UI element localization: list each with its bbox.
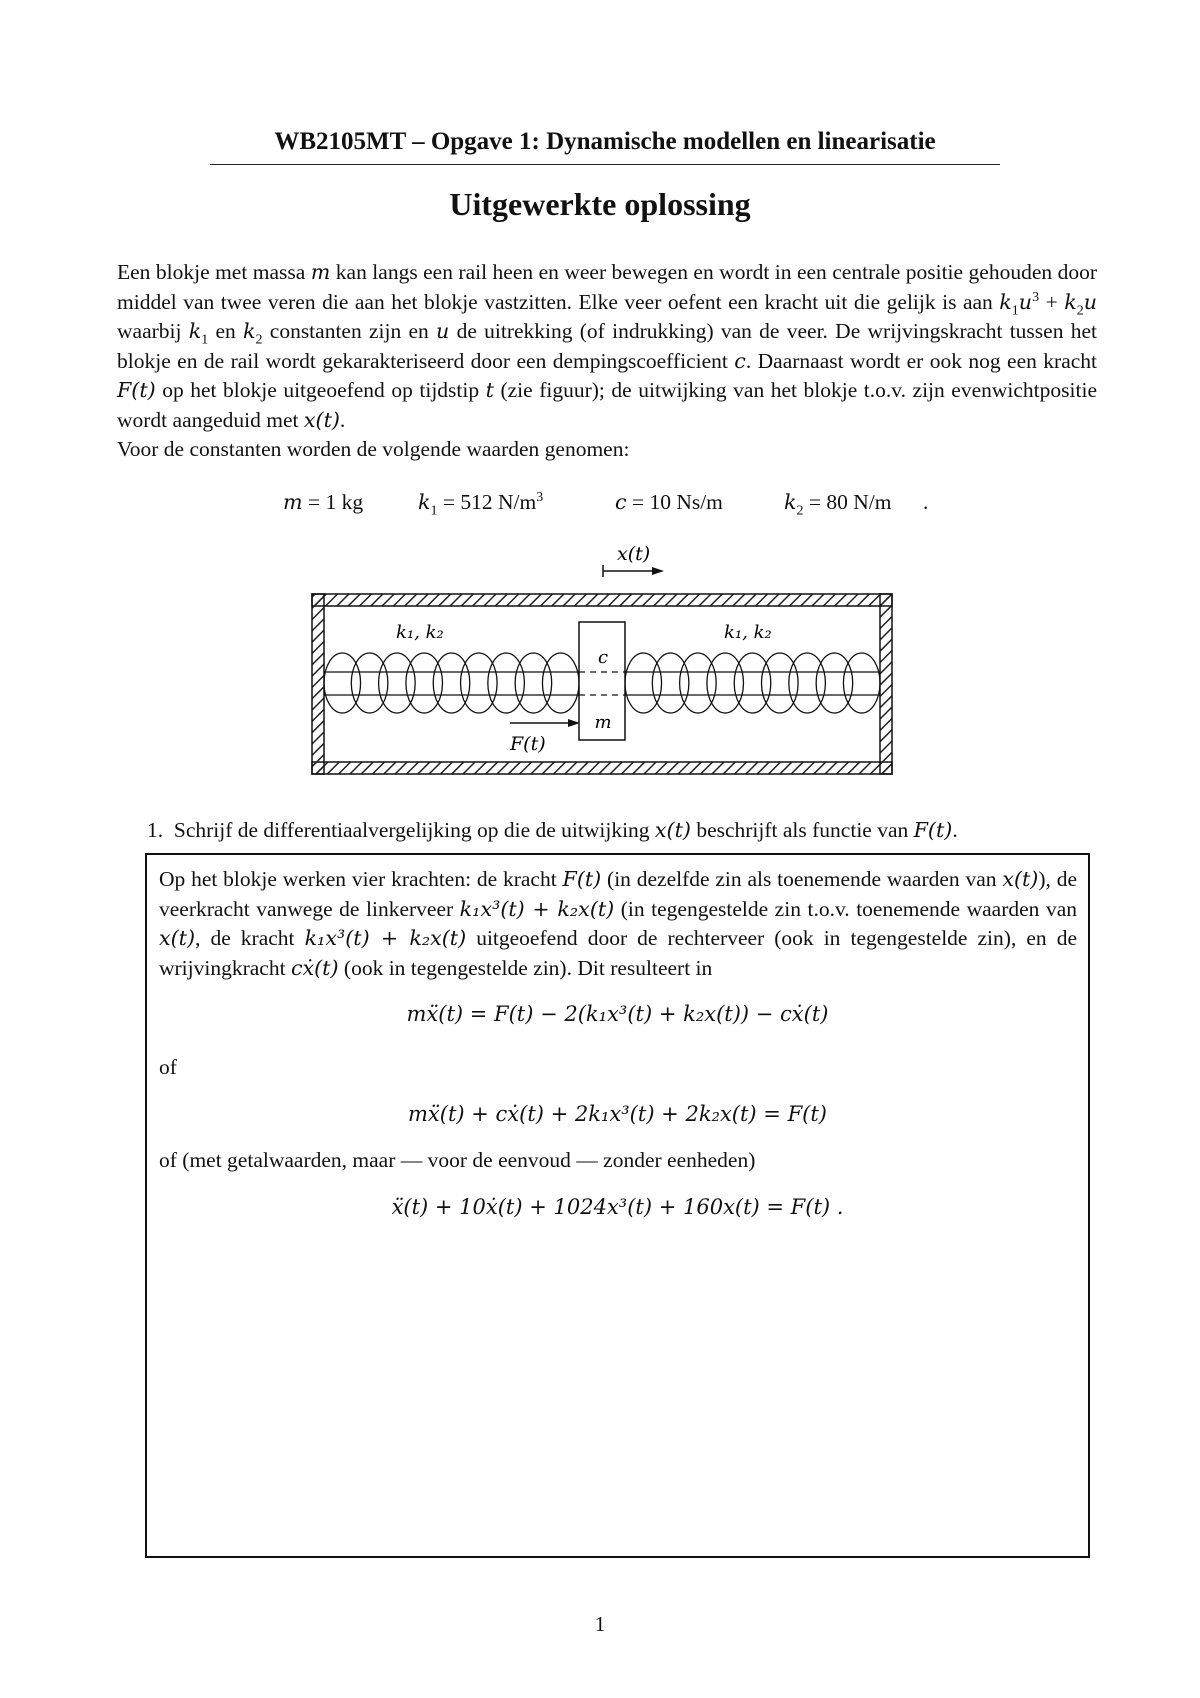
x-arrow [603,543,664,577]
answer-of-1: of [159,1055,177,1079]
left-spring-label: k₁, k₂ [396,622,444,643]
spring-coil [406,653,443,713]
spring-coil [433,653,470,713]
spring-coil [625,653,662,713]
spring-coil [515,653,552,713]
spring-coil [734,653,771,713]
spring-coil [843,653,880,713]
spring-coil [652,653,689,713]
question-1: 1. Schrijf de differentiaalvergelijking op die de uitwijking x(t) beschrijft als functie van F(t). [147,818,958,842]
spring-coil [488,653,525,713]
spring-coil [461,653,498,713]
spring-coil [680,653,717,713]
title-rule [210,164,1000,165]
answer-box [145,853,1090,1558]
force-label: F(t) [510,733,546,755]
document-subtitle: Uitgewerkte oplossing [449,186,751,222]
left-spring [324,653,579,713]
intro-paragraph: Een blokje met massa m kan langs een rail heen en weer bewegen en wordt in een centrale positie gehouden door middel van twee veren die aan het blokje vastzitten. Elke veer oefent een kracht uit die gelijk is aan $k_1u^3 + k_2u$ waarbij $k_1$ en $k_2$ constanten zijn en u de uitrekking (of indrukking) van de veer. De wrijvingskracht tussen het blokje en de rail wordt gekarakteriseerd door een dempingscoefficient c. Daarnaast wordt er ook nog een kracht F(t) op het blokje uitgeoefend op tijdstip t (zie figuur); de uitwijking van het blokje t.o.v. zijn evenwichtpositie wordt aangeduid met x(t). Voor de constanten worden de volgende waarden genomen: [117,258,1097,465]
spring-coil [542,653,579,713]
document-title: WB2105MT – Opgave 1: Dynamische modellen en linearisatie [274,128,936,155]
page-number: 1 [594,1612,606,1636]
equation-3: ẍ(t) + 10ẋ(t) + 1024x³(t) + 160x(t) = F(t) . [391,1195,844,1219]
mass-label: m [594,712,612,733]
spring-coil [324,653,361,713]
answer-paragraph: Op het blokje werken vier krachten: de kracht F(t) (in dezelfde zin als toenemende waarden van x(t)), de veerkracht vanwege de linkerveer k₁x³(t) + k₂x(t) (in tegengestelde zin t.o.v. toenemende waarden van x(t), de kracht k₁x³(t) + k₂x(t) uitgeoefend door de rechterveer (ook in tegengestelde zin), en de wrijvingkracht cẋ(t) (ook in tegengestelde zin). Dit resulteert in [159,867,1078,980]
spring-coil [351,653,388,713]
x-label: x(t) [617,543,651,565]
intro-line-constants: Voor de constanten worden de volgende waarden genomen: [117,437,630,461]
right-spring-label: k₁, k₂ [724,622,772,643]
force-arrow [509,719,580,755]
spring-coil [789,653,826,713]
equation-1: mẍ(t) = F(t) − 2(k₁x³(t) + k₂x(t)) − cẋ(t) [406,1002,829,1026]
answer-of-2: of (met getalwaarden, maar — voor de eenvoud — zonder eenheden) [159,1148,756,1172]
spring-coil [707,653,744,713]
damper-label: c [597,647,609,668]
page-header [210,128,1000,156]
mechanical-diagram [300,540,920,790]
spring-coil [762,653,799,713]
spring-coil [816,653,853,713]
equation-2: mẍ(t) + cẋ(t) + 2k₁x³(t) + 2k₂x(t) = F(t) [408,1102,827,1126]
spring-coil [379,653,416,713]
right-spring [625,653,880,713]
